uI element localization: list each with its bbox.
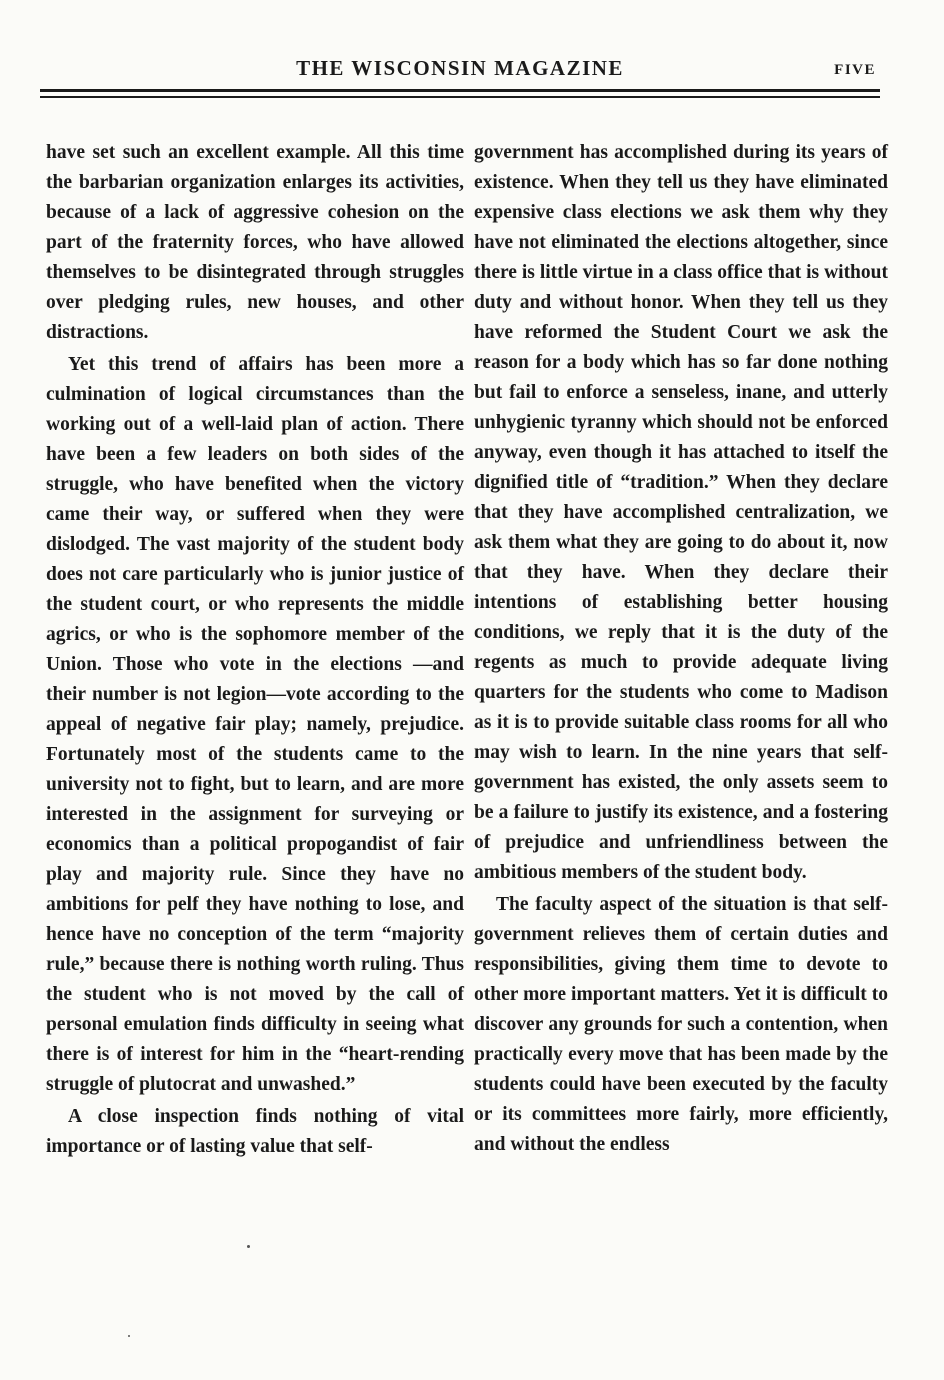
print-speck [128,1335,130,1337]
header-rule-thin [40,96,880,98]
right-column [474,138,888,1160]
left-paragraph-2: Yet this trend of affairs has been more a culmination of logical circumstances than the working out of a well-laid plan of action. There have been a few leaders on both sides of the struggle, who have benefited when the victory came their way, or suffered when they were dislodged. The vast majority of the student body does not care particularly who is junior justice of the student court, or who represents the middle agrics, or who is the sophomore member of the Union. Those who vote in the elections —and their number is not legion—vote according to the appeal of negative fair play; namely, prejudice. Fortunately most of the students came to the university not to fight, but to learn, and are more interested in the assignment for surveying or economics than a political propogandist of fair play and majority rule. Since they have no ambitions for pelf they have nothing to lose, and hence have no conception of the term “majority rule,” because there is nothing worth ruling. Thus the student who is not moved by the call of personal emulation finds difficulty in seeing what there is of interest for him in the “heart-rending struggle of plutocrat and unwashed.” [46,354,464,1095]
page-number: FIVE [834,62,876,78]
left-column [46,138,464,1162]
magazine-title: THE WISCONSIN MAGAZINE [296,56,624,80]
right-paragraph-2: The faculty aspect of the situation is that self-government relieves them of certain duties and responsibilities, giving them time to devote to other more important matters. Yet it is difficult to discover any grounds for such a contention, when practically every move that has been made by the students could have been executed by the faculty or its committees more fairly, more efficiently, and without the endless [474,894,888,1155]
left-paragraph-1: have set such an excellent example. All this time the barbarian organization enlarges its activities, because of a lack of aggressive cohesion on the part of the fraternity forces, who have allowed themselves to be disintegrated through struggles over pledging rules, new houses, and other distractions. [46,142,464,343]
page-header [40,56,880,86]
print-speck [247,1245,250,1248]
right-paragraph-1: government has accomplished during its years of existence. When they tell us they have eliminated expensive class elections we ask them why they have not eliminated the elections altogether, since there is little virtue in a class office that is without duty and without honor. When they tell us they have reformed the Student Court we ask the reason for a body which has so far done nothing but fail to enforce a senseless, inane, and utterly unhygienic tyranny which should not be enforced anyway, even though it has attached to itself the dignified title of “tradition.” When they declare that they have accomplished centralization, we ask them what they are going to do about it, now that they have. When they declare their intentions of establishing better housing conditions, we reply that it is the duty of the regents as much to provide adequate living quarters for the students who come to Madison as it is to provide suitable class rooms for all who may wish to learn. In the nine years that self-government has existed, the only assets seem to be a failure to justify its existence, and a fostering of prejudice and unfriendliness between the ambitious members of the student body. [474,142,888,883]
header-rule-thick [40,89,880,92]
left-paragraph-3: A close inspection finds nothing of vital importance or of lasting value that self- [46,1106,464,1157]
